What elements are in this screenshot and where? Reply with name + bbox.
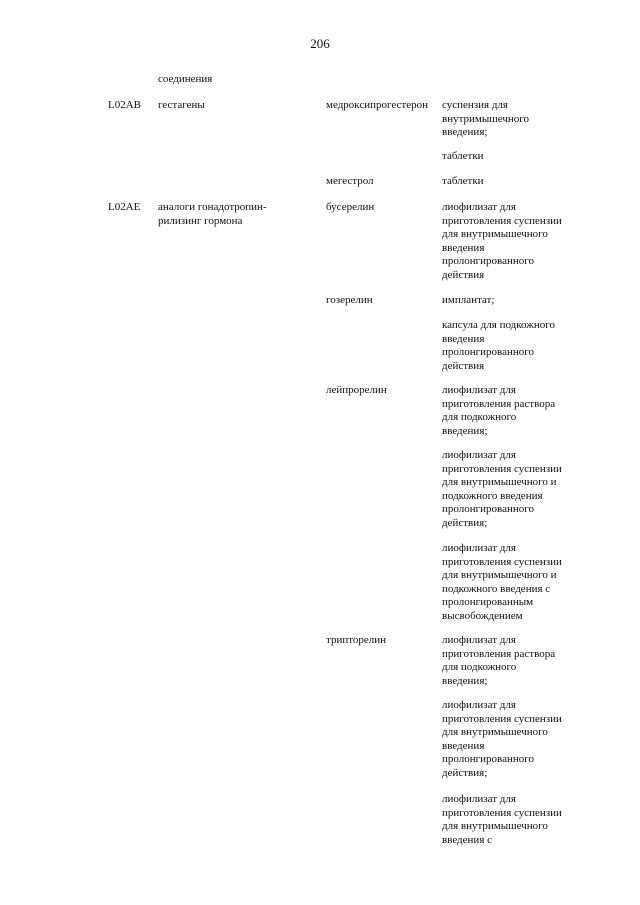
dosage-form: имплантат; — [442, 294, 495, 306]
drug-name: трипторелин — [326, 634, 387, 646]
dosage-form: капсула для подкожного введения пролонгированного действия — [442, 319, 555, 372]
drug-name: бусерелин — [326, 201, 375, 213]
page-number: 206 — [310, 36, 330, 51]
drug-name: гозерелин — [326, 294, 373, 306]
dosage-form: лиофилизат для приготовления раствора для подкожного введения; — [442, 384, 556, 437]
continuation-text: соединения — [158, 73, 213, 85]
dosage-form: таблетки — [442, 150, 484, 162]
drug-name: медроксипрогестерон — [326, 99, 429, 111]
dosage-form: таблетки — [442, 175, 484, 187]
dosage-form: лиофилизат для приготовления суспензии для внутримышечного и подкожного введения пролонгированного действия; — [442, 449, 562, 529]
dosage-form: лиофилизат для приготовления суспензии для внутримышечного введения с — [442, 793, 562, 846]
atc-code: L02AB — [108, 99, 141, 111]
dosage-form: суспензия для внутримышечного введения; — [442, 99, 529, 138]
dosage-form: лиофилизат для приготовления суспензии для внутримышечного введения пролонгированного действия; — [442, 699, 562, 779]
atc-code: L02AE — [108, 201, 141, 213]
group-name: гестагены — [158, 99, 205, 111]
dosage-form: лиофилизат для приготовления суспензии для внутримышечного и подкожного введения с пролонгированным высвобождением — [442, 542, 562, 622]
dosage-form: лиофилизат для приготовления суспензии для внутримышечного введения пролонгированного действия — [442, 201, 562, 281]
drug-name: мегестрол — [326, 175, 374, 187]
group-name: аналоги гонадотропин- рилизинг гормона — [158, 201, 267, 227]
drug-name: лейпрорелин — [326, 384, 387, 396]
dosage-form: лиофилизат для приготовления раствора для подкожного введения; — [442, 634, 556, 687]
